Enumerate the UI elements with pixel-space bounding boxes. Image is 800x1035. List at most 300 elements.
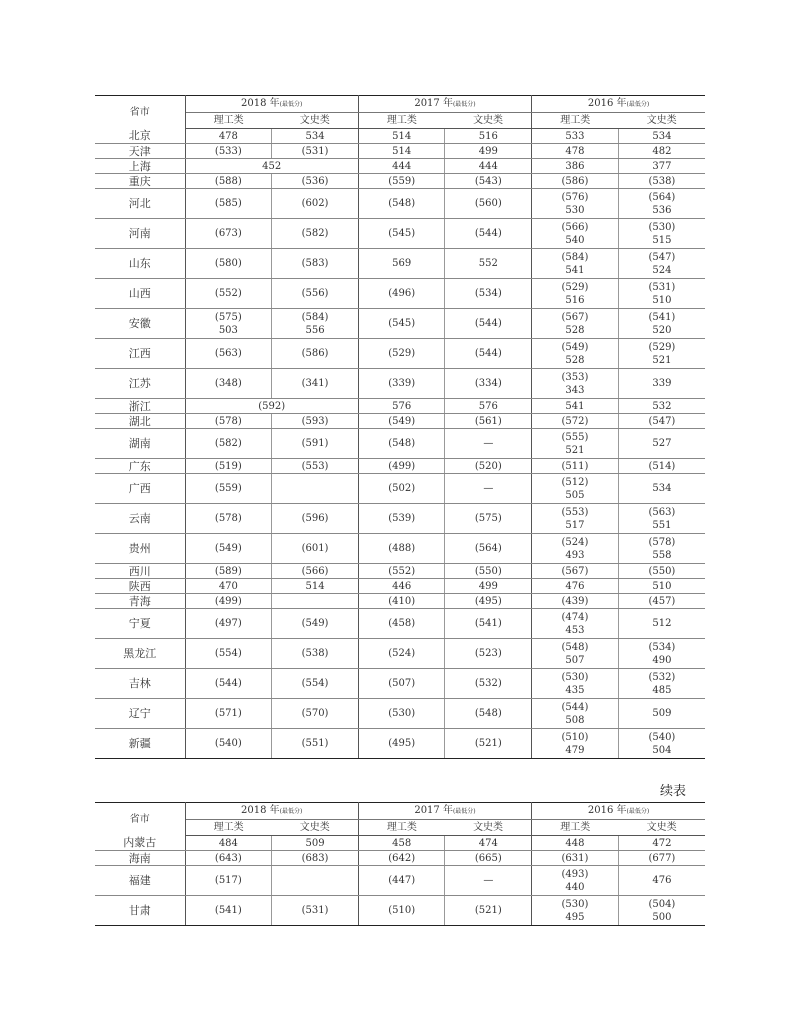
score-value: (631) bbox=[561, 852, 589, 864]
score-cell bbox=[532, 609, 619, 639]
province-name: 重庆 bbox=[95, 174, 185, 189]
score-cell: (495) bbox=[445, 594, 532, 609]
score-cell: (499) bbox=[185, 594, 272, 609]
score-value: 479 bbox=[565, 744, 585, 756]
score-cell: (533) bbox=[185, 144, 272, 159]
province-name: 江西 bbox=[95, 339, 185, 369]
score-cell: (539) bbox=[358, 504, 445, 534]
score-cell bbox=[618, 339, 705, 369]
year-2018-header: 2018 年(最低分) bbox=[185, 96, 358, 113]
score-cell: (550) bbox=[445, 564, 532, 579]
score-cell: (544) bbox=[445, 339, 532, 369]
score-cell bbox=[272, 866, 359, 896]
score-cell bbox=[532, 851, 619, 866]
score-value: 339 bbox=[652, 378, 672, 389]
score-value: 472 bbox=[652, 837, 672, 849]
score-cell: (596) bbox=[272, 504, 359, 534]
score-value: (549) bbox=[561, 341, 589, 353]
table-row bbox=[95, 129, 705, 144]
score-value: (567) bbox=[561, 311, 589, 323]
score-value: (567) bbox=[561, 565, 589, 577]
score-cell: (642) bbox=[358, 851, 445, 866]
score-cell: (586) bbox=[272, 339, 359, 369]
table-row bbox=[95, 594, 705, 609]
score-value: (575) bbox=[214, 311, 242, 323]
score-cell: (583) bbox=[272, 249, 359, 279]
score-cell bbox=[618, 534, 705, 564]
score-cell bbox=[618, 579, 705, 594]
score-cell bbox=[532, 534, 619, 564]
score-value: 515 bbox=[652, 234, 672, 246]
score-cell: (348) bbox=[185, 369, 272, 399]
province-name: 河南 bbox=[95, 219, 185, 249]
score-value: (514) bbox=[648, 460, 676, 472]
score-cell: (575) bbox=[445, 504, 532, 534]
score-value: (510) bbox=[561, 731, 589, 743]
score-cell: (507) bbox=[358, 669, 445, 699]
table-row bbox=[95, 579, 705, 594]
score-cell: (582) bbox=[272, 219, 359, 249]
score-cell bbox=[618, 399, 705, 414]
score-cell: (561) bbox=[445, 414, 532, 429]
score-cell: (334) bbox=[445, 369, 532, 399]
score-cell: 509 bbox=[272, 836, 359, 851]
score-cell: 516 bbox=[445, 129, 532, 144]
score-value: (530) bbox=[561, 671, 589, 683]
score-cell: (341) bbox=[272, 369, 359, 399]
score-cell: (549) bbox=[185, 534, 272, 564]
province-name: 甘肃 bbox=[95, 896, 185, 926]
table-row bbox=[95, 279, 705, 309]
score-cell: 569 bbox=[358, 249, 445, 279]
score-cell bbox=[618, 369, 705, 399]
score-value: 516 bbox=[565, 294, 585, 306]
score-cell: (541) bbox=[185, 896, 272, 926]
score-value: 343 bbox=[565, 384, 585, 396]
score-cell: (673) bbox=[185, 219, 272, 249]
score-cell: 514 bbox=[272, 579, 359, 594]
province-name: 云南 bbox=[95, 504, 185, 534]
score-cell: — bbox=[445, 474, 532, 504]
table-row bbox=[95, 309, 705, 339]
score-cell: (339) bbox=[358, 369, 445, 399]
score-cell: (643) bbox=[185, 851, 272, 866]
score-value: 534 bbox=[652, 130, 672, 142]
score-cell: (520) bbox=[445, 459, 532, 474]
score-cell bbox=[532, 144, 619, 159]
score-cell: (540) bbox=[185, 729, 272, 759]
score-cell: (578) bbox=[185, 504, 272, 534]
score-cell bbox=[532, 474, 619, 504]
score-cell: 514 bbox=[358, 129, 445, 144]
score-cell: 470 bbox=[185, 579, 272, 594]
table-row bbox=[95, 896, 705, 926]
province-name: 青海 bbox=[95, 594, 185, 609]
score-cell: (521) bbox=[445, 896, 532, 926]
score-value: 558 bbox=[652, 549, 672, 561]
score-value: (547) bbox=[648, 415, 676, 427]
score-cell bbox=[532, 459, 619, 474]
score-cell: 444 bbox=[445, 159, 532, 174]
province-name: 广西 bbox=[95, 474, 185, 504]
score-cell bbox=[532, 564, 619, 579]
score-value: (540) bbox=[648, 731, 676, 743]
score-value: 520 bbox=[652, 324, 672, 336]
score-cell: (529) bbox=[358, 339, 445, 369]
score-cell: (524) bbox=[358, 639, 445, 669]
score-value: 517 bbox=[565, 519, 585, 531]
score-cell bbox=[532, 639, 619, 669]
score-value: (538) bbox=[648, 175, 676, 187]
score-value: (564) bbox=[648, 191, 676, 203]
score-cell: (559) bbox=[185, 474, 272, 504]
score-cell bbox=[618, 249, 705, 279]
score-cell: (588) bbox=[185, 174, 272, 189]
province-name: 浙江 bbox=[95, 399, 185, 414]
score-value: 505 bbox=[565, 489, 585, 501]
score-value: 528 bbox=[565, 354, 585, 366]
table-row bbox=[95, 851, 705, 866]
table-row bbox=[95, 429, 705, 459]
score-cell: (543) bbox=[445, 174, 532, 189]
score-cell: 552 bbox=[445, 249, 532, 279]
province-name: 山西 bbox=[95, 279, 185, 309]
score-cell: (541) bbox=[445, 609, 532, 639]
score-cell: (497) bbox=[185, 609, 272, 639]
score-value: 485 bbox=[652, 684, 672, 696]
score-cell: (601) bbox=[272, 534, 359, 564]
science-header: 理工类 bbox=[532, 820, 619, 836]
score-cell: (534) bbox=[445, 279, 532, 309]
score-cell: (548) bbox=[358, 429, 445, 459]
table-row bbox=[95, 729, 705, 759]
score-cell: (582) bbox=[185, 429, 272, 459]
score-cell: (591) bbox=[272, 429, 359, 459]
score-cell: 474 bbox=[445, 836, 532, 851]
score-cell bbox=[618, 851, 705, 866]
score-cell bbox=[532, 579, 619, 594]
score-value: 534 bbox=[652, 483, 672, 494]
score-cell bbox=[618, 729, 705, 759]
score-cell: — bbox=[445, 429, 532, 459]
score-value: 482 bbox=[652, 145, 672, 157]
score-value: (584) bbox=[301, 311, 329, 323]
score-cell: 514 bbox=[358, 144, 445, 159]
score-cell: (531) bbox=[272, 896, 359, 926]
score-cell bbox=[618, 836, 705, 851]
table-row bbox=[95, 699, 705, 729]
table-row bbox=[95, 249, 705, 279]
score-value: (584) bbox=[561, 251, 589, 263]
score-value: (474) bbox=[561, 611, 589, 623]
score-cell bbox=[532, 896, 619, 926]
score-value: (532) bbox=[648, 671, 676, 683]
score-value: (529) bbox=[648, 341, 676, 353]
score-cell bbox=[618, 144, 705, 159]
table-row bbox=[95, 564, 705, 579]
score-cell bbox=[618, 279, 705, 309]
score-value: (524) bbox=[561, 536, 589, 548]
score-cell: (563) bbox=[185, 339, 272, 369]
arts-header: 文史类 bbox=[445, 113, 532, 129]
province-name: 湖南 bbox=[95, 429, 185, 459]
province-name: 广东 bbox=[95, 459, 185, 474]
score-value: (572) bbox=[561, 415, 589, 427]
province-name: 辽宁 bbox=[95, 699, 185, 729]
score-cell: (548) bbox=[445, 699, 532, 729]
year-2017-header: 2017 年(最低分) bbox=[358, 96, 531, 113]
table-row bbox=[95, 669, 705, 699]
score-cell bbox=[618, 699, 705, 729]
score-cell bbox=[618, 504, 705, 534]
score-cell bbox=[532, 309, 619, 339]
arts-header: 文史类 bbox=[445, 820, 532, 836]
score-cell: (545) bbox=[358, 309, 445, 339]
province-name: 西川 bbox=[95, 564, 185, 579]
year-2018-header: 2018 年(最低分) bbox=[185, 803, 358, 820]
score-value: 453 bbox=[565, 624, 585, 636]
province-name: 安徽 bbox=[95, 309, 185, 339]
table-row bbox=[95, 504, 705, 534]
score-value: 532 bbox=[652, 400, 672, 412]
score-cell: (523) bbox=[445, 639, 532, 669]
score-cell: 452 bbox=[185, 159, 358, 174]
score-cell bbox=[532, 836, 619, 851]
score-cell bbox=[532, 279, 619, 309]
score-cell: (571) bbox=[185, 699, 272, 729]
score-cell: (548) bbox=[358, 189, 445, 219]
score-value: (534) bbox=[648, 641, 676, 653]
score-cell bbox=[185, 309, 272, 339]
score-value: 521 bbox=[652, 354, 672, 366]
score-value: 386 bbox=[565, 160, 585, 172]
score-cell bbox=[618, 159, 705, 174]
score-cell bbox=[272, 474, 359, 504]
score-cell: (447) bbox=[358, 866, 445, 896]
score-value: 524 bbox=[652, 264, 672, 276]
score-cell: (495) bbox=[358, 729, 445, 759]
score-cell: (549) bbox=[272, 609, 359, 639]
province-column-header: 省市 bbox=[95, 96, 185, 129]
score-value: 533 bbox=[565, 130, 585, 142]
score-value: (677) bbox=[648, 852, 676, 864]
score-cell bbox=[532, 249, 619, 279]
province-name: 海南 bbox=[95, 851, 185, 866]
score-cell: (564) bbox=[445, 534, 532, 564]
score-cell: (519) bbox=[185, 459, 272, 474]
table-row bbox=[95, 639, 705, 669]
table-row bbox=[95, 159, 705, 174]
table-body bbox=[95, 129, 705, 759]
score-cell: (521) bbox=[445, 729, 532, 759]
province-name: 贵州 bbox=[95, 534, 185, 564]
score-cell bbox=[532, 399, 619, 414]
table-row bbox=[95, 189, 705, 219]
score-value: 530 bbox=[565, 204, 585, 216]
score-cell bbox=[618, 609, 705, 639]
score-cell bbox=[532, 339, 619, 369]
score-cell: (580) bbox=[185, 249, 272, 279]
score-value: (586) bbox=[561, 175, 589, 187]
score-cell bbox=[272, 309, 359, 339]
score-value: (553) bbox=[561, 506, 589, 518]
score-cell: (554) bbox=[272, 669, 359, 699]
score-cell bbox=[272, 594, 359, 609]
province-name: 新疆 bbox=[95, 729, 185, 759]
score-value: 541 bbox=[565, 400, 585, 412]
score-value: 556 bbox=[305, 324, 325, 336]
score-cell: (410) bbox=[358, 594, 445, 609]
score-value: 435 bbox=[565, 684, 585, 696]
province-name: 福建 bbox=[95, 866, 185, 896]
score-cell: 458 bbox=[358, 836, 445, 851]
score-value: (576) bbox=[561, 191, 589, 203]
score-cell: (566) bbox=[272, 564, 359, 579]
score-value: (353) bbox=[561, 371, 589, 383]
score-cell: 499 bbox=[445, 579, 532, 594]
table-row bbox=[95, 219, 705, 249]
score-cell bbox=[618, 129, 705, 144]
score-cell: (488) bbox=[358, 534, 445, 564]
province-name: 河北 bbox=[95, 189, 185, 219]
province-name: 山东 bbox=[95, 249, 185, 279]
score-value: 521 bbox=[565, 444, 585, 456]
score-value: 500 bbox=[652, 911, 672, 923]
arts-header: 文史类 bbox=[272, 820, 359, 836]
score-cell bbox=[618, 189, 705, 219]
score-cell: 444 bbox=[358, 159, 445, 174]
table-row bbox=[95, 339, 705, 369]
score-value: (530) bbox=[561, 898, 589, 910]
score-value: 495 bbox=[565, 911, 585, 923]
score-cell bbox=[618, 459, 705, 474]
score-cell bbox=[618, 474, 705, 504]
score-cell: (551) bbox=[272, 729, 359, 759]
score-cell: (560) bbox=[445, 189, 532, 219]
score-cell: (602) bbox=[272, 189, 359, 219]
province-name: 宁夏 bbox=[95, 609, 185, 639]
score-value: 551 bbox=[652, 519, 672, 531]
continuation-label: 续表 bbox=[660, 784, 687, 799]
table-row bbox=[95, 369, 705, 399]
score-cell bbox=[532, 429, 619, 459]
score-value: 507 bbox=[565, 654, 585, 666]
score-value: 527 bbox=[652, 438, 672, 449]
admission-score-table-continued bbox=[95, 802, 705, 926]
score-cell: (553) bbox=[272, 459, 359, 474]
score-cell: 576 bbox=[358, 399, 445, 414]
score-value: (555) bbox=[561, 431, 589, 443]
score-cell: (538) bbox=[272, 639, 359, 669]
table-row bbox=[95, 866, 705, 896]
score-cell bbox=[532, 369, 619, 399]
table-header bbox=[95, 96, 705, 129]
score-cell: 446 bbox=[358, 579, 445, 594]
score-cell bbox=[532, 669, 619, 699]
score-cell: (496) bbox=[358, 279, 445, 309]
score-value: (547) bbox=[648, 251, 676, 263]
score-cell bbox=[532, 219, 619, 249]
score-value: 478 bbox=[565, 145, 585, 157]
score-cell: (556) bbox=[272, 279, 359, 309]
score-cell bbox=[532, 729, 619, 759]
score-cell bbox=[532, 699, 619, 729]
table-row bbox=[95, 144, 705, 159]
score-cell bbox=[618, 309, 705, 339]
score-value: (493) bbox=[561, 868, 589, 880]
score-value: 440 bbox=[565, 881, 585, 893]
score-cell: (592) bbox=[185, 399, 358, 414]
score-value: 476 bbox=[565, 580, 585, 592]
score-value: 528 bbox=[565, 324, 585, 336]
score-cell: (585) bbox=[185, 189, 272, 219]
score-cell bbox=[618, 429, 705, 459]
score-cell: (545) bbox=[358, 219, 445, 249]
score-value: (511) bbox=[561, 460, 589, 472]
province-name: 北京 bbox=[95, 129, 185, 144]
score-cell: (593) bbox=[272, 414, 359, 429]
score-cell bbox=[618, 174, 705, 189]
score-value: 510 bbox=[652, 580, 672, 592]
score-cell: (544) bbox=[445, 309, 532, 339]
score-cell: (458) bbox=[358, 609, 445, 639]
province-column-header: 省市 bbox=[95, 803, 185, 836]
score-cell: 478 bbox=[185, 129, 272, 144]
province-name: 吉林 bbox=[95, 669, 185, 699]
score-cell: (532) bbox=[445, 669, 532, 699]
score-cell: (665) bbox=[445, 851, 532, 866]
table-body bbox=[95, 836, 705, 926]
score-value: (563) bbox=[648, 506, 676, 518]
score-value: 508 bbox=[565, 714, 585, 726]
admission-score-table bbox=[95, 95, 705, 759]
score-cell: (544) bbox=[185, 669, 272, 699]
table-row bbox=[95, 174, 705, 189]
score-cell: (517) bbox=[185, 866, 272, 896]
score-cell: (570) bbox=[272, 699, 359, 729]
score-value: (529) bbox=[561, 281, 589, 293]
score-value: 493 bbox=[565, 549, 585, 561]
score-cell: (578) bbox=[185, 414, 272, 429]
science-header: 理工类 bbox=[185, 820, 272, 836]
science-header: 理工类 bbox=[185, 113, 272, 129]
table-row bbox=[95, 836, 705, 851]
score-value: 510 bbox=[652, 294, 672, 306]
score-value: 509 bbox=[652, 708, 672, 719]
score-cell bbox=[532, 129, 619, 144]
score-cell: (552) bbox=[185, 279, 272, 309]
score-cell: (510) bbox=[358, 896, 445, 926]
score-value: 512 bbox=[652, 618, 672, 629]
score-cell: 484 bbox=[185, 836, 272, 851]
score-cell bbox=[618, 414, 705, 429]
score-value: (457) bbox=[648, 595, 676, 607]
score-cell: (530) bbox=[358, 699, 445, 729]
score-value: 536 bbox=[652, 204, 672, 216]
score-value: 490 bbox=[652, 654, 672, 666]
score-value: (578) bbox=[648, 536, 676, 548]
score-cell: 499 bbox=[445, 144, 532, 159]
score-value: (550) bbox=[648, 565, 676, 577]
score-value: (504) bbox=[648, 898, 676, 910]
table-header bbox=[95, 803, 705, 836]
science-header: 理工类 bbox=[358, 113, 445, 129]
score-value: 504 bbox=[652, 744, 672, 756]
score-value: (512) bbox=[561, 476, 589, 488]
score-cell bbox=[618, 896, 705, 926]
score-value: (548) bbox=[561, 641, 589, 653]
score-value: 503 bbox=[218, 324, 238, 336]
